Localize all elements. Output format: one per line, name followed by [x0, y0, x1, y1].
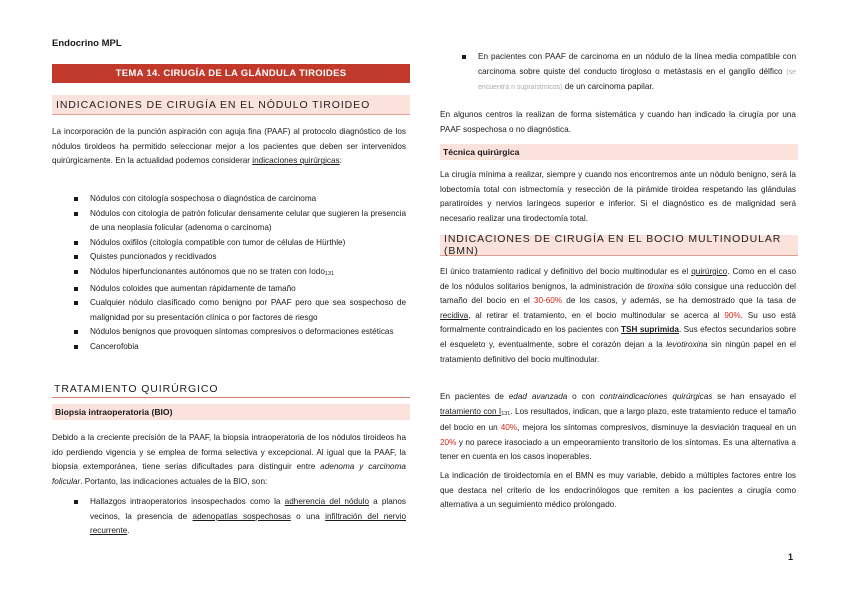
- paaf-text-end: de un carcinoma papilar.: [562, 82, 654, 92]
- bio-bullet-text: .: [127, 526, 130, 536]
- bullet-icon: [74, 287, 78, 291]
- list-item: [440, 50, 796, 96]
- edad-text: En pacientes de: [440, 392, 509, 401]
- list-item-text: Nódulos con citología de patrón folicular densamente celular que sugieren la presencia de una neoplasia folicular (adenoma o carcinoma): [90, 208, 406, 233]
- bio-italic: adenoma y carcinoma folicular: [52, 462, 406, 486]
- bullet-icon: [74, 270, 78, 274]
- list-item-text: Nódulos con citología sospechosa o diagnóstica de carcinoma: [90, 194, 317, 203]
- list-item: [52, 495, 406, 539]
- list-item: [52, 296, 406, 325]
- edad-text: y no parece irasociado a un empeoramiento transitorio de los síntomas. Es una alternativa a tener en cuenta en los casos inoperables.: [440, 437, 796, 462]
- bio-bullet-underline: infiltración del nervio recurrente: [90, 511, 407, 536]
- intro-paragraph: [52, 125, 406, 169]
- bio-bullet-text: a planos vecinos, la presencia de: [90, 497, 406, 521]
- bullet-icon: [74, 330, 78, 334]
- bmn-text: de los casos, y además, se ha demostrado que la tasa de: [562, 296, 796, 306]
- bmn-text: , al retirar el tratamiento, en el bocio multinodular se acerca al: [468, 310, 725, 320]
- bullet-icon: [74, 345, 78, 349]
- edad-red: 40%: [500, 423, 518, 433]
- indicacion-paragraph: La indicación de tiroidectomía en el BMN es muy variable, debido a múltiples factores entre los que destaca nel criterio de los endocrinólogos que remiten a los pacientes a cirugía como alternativa a un seguimiento médico prolongado.: [440, 471, 796, 510]
- bio-list: [52, 495, 406, 539]
- bmn-paragraph: [440, 265, 796, 367]
- list-item: [52, 236, 406, 251]
- intro-text: La incorporación de la punción aspiración con aguja fina (PAAF) al protocolo diagnóstico de los nódulos tiroideos ha permitido seleccionar mejor a los pacientes que deben ser intervenidos quirúrgicamente. En la actualidad podemos considerar: [52, 127, 406, 166]
- list-item-text: Cualquier nódulo clasificado como benigno por PAAF pero que sea sospechoso de malignidad por su presentación clínica o por factores de riesgo: [90, 298, 406, 322]
- list-item: [52, 340, 406, 355]
- paaf-text: En pacientes con PAAF de carcinoma en un nódulo de la línea media compatible con carcinoma sobre quiste del conducto tirogloso o metástasis en el ganglio délfico: [478, 52, 796, 76]
- bio-text: Debido a la creciente precisión de la PAAF, la biopsia intraoperatoria de los nódulos tiroideos ha ido perdiendo vigencia y se emplea de forma selectiva y excepcional. Al igual que la PAAF, la biopsia extemporánea, tiene serias dificultades para distinguir entre: [52, 433, 406, 472]
- section-heading-tratamiento: TRATAMIENTO QUIRÚRGICO: [52, 377, 410, 398]
- edad-red: 20%: [440, 437, 457, 447]
- list-item-text: Cancerofobia: [90, 341, 139, 351]
- bio-bullet-text: Hallazgos intraoperatorios insospechados como la: [90, 497, 285, 506]
- list-item-text: Nódulos oxifilos (citología compatible con tumor de células de Hürthle): [90, 237, 346, 247]
- intro-colon: :: [339, 156, 342, 166]
- bmn-text: sólo consigue una reducción del tamaño del bocio en el: [440, 281, 796, 306]
- bmn-text: . Sus efectos secundarios sobre el esqueleto y, eventualmente, sobre el corazón dejan a la: [440, 325, 796, 349]
- list-item-text: Nódulos coloides que aumentan rápidamente de tamaño: [90, 283, 296, 293]
- bullet-icon: [74, 255, 78, 259]
- bio-bullet-text: o una: [290, 511, 326, 521]
- list-item: [52, 325, 406, 340]
- bullet-icon: [74, 241, 78, 245]
- bmn-italic: tiroxina: [647, 281, 674, 291]
- intro-underline: indicaciones quirúrgicas: [252, 156, 340, 166]
- edad-text: . Los resultados, indican, que a largo plazo, este tratamiento reduce el tamaño del bocio en un: [440, 406, 796, 433]
- bmn-text: sin ningún papel en el tratamiento definitivo del bocio multinodular.: [440, 339, 796, 364]
- bullet-icon: [74, 301, 78, 305]
- edad-text: se han ensayado el: [712, 392, 796, 401]
- paaf-gray-note: (se encuentra n supraístmicos): [478, 68, 796, 92]
- bmn-italic: levotiroxina: [666, 339, 708, 349]
- header-label: Endocrino MPL: [52, 38, 122, 49]
- list-item-text: Nódulos hiperfuncionantes autónomos que no se traten con Iodo: [90, 266, 325, 276]
- bullet-icon: [74, 212, 78, 216]
- edad-underline: tratamiento con I: [440, 406, 502, 416]
- bmn-text: El único tratamiento radical y definitivo del bocio multinodular es el: [440, 267, 692, 276]
- bmn-underline-bold: TSH suprimida: [621, 325, 679, 335]
- list-item: [52, 282, 406, 297]
- list-item: [52, 250, 406, 265]
- bullet-icon: [462, 55, 466, 59]
- edad-text: , mejora los síntomas compresivos, disminuye la desviación traqueal en un: [517, 423, 796, 433]
- bullet-icon: [74, 500, 78, 504]
- bio-text-end: . Portanto, las indicaciones actuales de la BIO, son:: [80, 476, 268, 486]
- tecnica-paragraph: La cirugía mínima a realizar, siempre y cuando nos encontremos ante un nódulo benigno, será la lobectomía total con istmectomía y resección de la pirámide tiroidea respetando las glándulas paratiroides y nervios laríngeos superior e inferior. Si el diagnóstico es de malignidad será necesario realizar una tirodectomía total.: [440, 170, 796, 223]
- systematic-paragraph: En algunos centros la realizan de forma sistemática y cuando han indicado la cirugía por una PAAF sospechosa o no diagnóstica.: [440, 110, 796, 134]
- indications-list: [52, 192, 406, 355]
- bmn-text: . Como en el caso de los nódulos solitarios benignos, la administración de: [440, 267, 796, 291]
- bullet-icon: [74, 197, 78, 201]
- section-heading-nodulo: INDICACIONES DE CIRUGÍA EN EL NÓDULO TIROIDEO: [52, 95, 410, 115]
- list-item: [52, 265, 406, 282]
- bmn-red: 30-60%: [533, 296, 563, 306]
- page-number: 1: [788, 552, 794, 562]
- bio-bullet-underline: adherencia del nódulo: [284, 497, 369, 506]
- bio-bullet-underline: adenopatías sospechosas: [192, 511, 291, 521]
- list-item: [52, 192, 406, 207]
- list-item-text: Nódulos benignos que provoquen síntomas compresivos o deformaciones estéticas: [90, 327, 394, 337]
- paaf-list: [440, 50, 796, 96]
- list-item-text: Quistes puncionados y recidivados: [90, 252, 217, 262]
- bmn-red: 90%: [724, 310, 741, 320]
- edad-italic: edad avanzada: [508, 392, 568, 401]
- edad-italic: contraindicaciones quirúrgicas: [599, 392, 713, 401]
- edad-text: o con: [567, 392, 600, 401]
- iodo-subscript: 131: [324, 270, 335, 277]
- edad-subscript: 131: [501, 410, 511, 417]
- edad-paragraph: [440, 390, 796, 465]
- bmn-underline: recidiva: [440, 310, 469, 320]
- bio-paragraph: [52, 431, 406, 489]
- list-item: [52, 207, 406, 236]
- bmn-text: . Su uso está formalmente contraindicado en los pacientes con: [440, 310, 796, 335]
- subheading-tecnica: Técnica quirúrgica: [440, 144, 798, 160]
- page-title: TEMA 14. CIRUGÍA DE LA GLÁNDULA TIROIDES: [52, 64, 410, 83]
- subheading-bio: Biopsia intraoperatoria (BIO): [52, 404, 410, 420]
- section-heading-bmn: INDICACIONES DE CIRUGÍA EN EL BOCIO MULTINODULAR (BMN): [440, 235, 798, 256]
- bmn-underline: quirúrgico: [691, 267, 728, 276]
